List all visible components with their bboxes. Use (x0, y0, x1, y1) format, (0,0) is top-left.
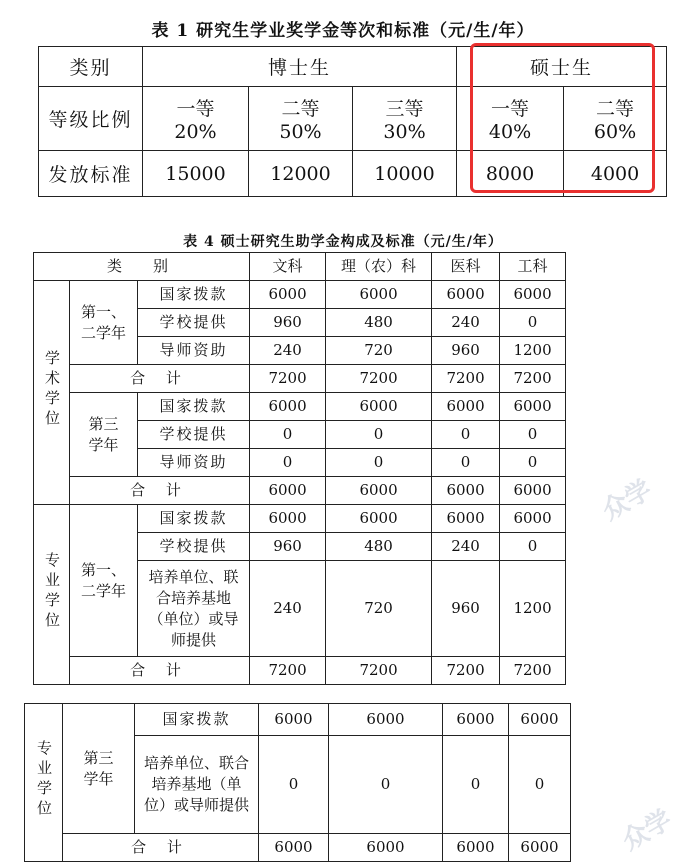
item-label: 国家拨款 (138, 505, 250, 533)
value-cell: 6000 (250, 505, 326, 533)
amount-cell: 12000 (249, 151, 353, 197)
value-cell: 0 (259, 736, 329, 834)
total-label: 合 计 (70, 657, 250, 685)
value-cell: 6000 (326, 505, 432, 533)
item-label: 国家拨款 (138, 281, 250, 309)
total-value: 6000 (250, 477, 326, 505)
total-label: 合 计 (63, 834, 259, 862)
value-cell: 0 (500, 449, 566, 477)
grade-cell: 一等 40% (457, 87, 564, 151)
value-cell: 0 (500, 309, 566, 337)
value-cell: 6000 (259, 704, 329, 736)
ratio-value: 50% (279, 121, 322, 143)
value-cell: 0 (329, 736, 443, 834)
amount-cell: 10000 (353, 151, 457, 197)
total-value: 7200 (500, 657, 566, 685)
value-cell: 6000 (432, 393, 500, 421)
value-cell: 240 (250, 561, 326, 657)
value-cell: 240 (432, 533, 500, 561)
grade-cell: 三等 30% (353, 87, 457, 151)
total-label: 合 计 (70, 365, 250, 393)
value-cell: 720 (326, 337, 432, 365)
grade-cell: 二等 50% (249, 87, 353, 151)
total-value: 6000 (443, 834, 509, 862)
doctoral-header: 博士生 (143, 47, 457, 87)
value-cell: 6000 (500, 505, 566, 533)
watermark-logo: 众学 (617, 804, 678, 857)
total-value: 7200 (326, 365, 432, 393)
value-cell: 0 (500, 421, 566, 449)
total-value: 6000 (432, 477, 500, 505)
item-label: 国家拨款 (138, 393, 250, 421)
master-highlight-box (470, 43, 655, 193)
total-label: 合 计 (70, 477, 250, 505)
value-cell: 6000 (432, 281, 500, 309)
value-cell: 480 (326, 533, 432, 561)
col-header: 工科 (500, 253, 566, 281)
ratio-value: 30% (383, 121, 426, 143)
value-cell: 0 (432, 421, 500, 449)
stipend-table-continued (24, 703, 571, 862)
value-cell: 0 (250, 449, 326, 477)
standard-label: 发放标准 (39, 151, 143, 197)
total-value: 6000 (329, 834, 443, 862)
value-cell: 6000 (443, 704, 509, 736)
value-cell: 0 (326, 449, 432, 477)
master-header: 硕士生 (457, 47, 667, 87)
total-value: 7200 (432, 657, 500, 685)
item-label: 导师资助 (138, 337, 250, 365)
value-cell: 6000 (432, 505, 500, 533)
year-label: 第一、二学年 (70, 505, 138, 657)
year-label: 第三学年 (70, 393, 138, 477)
value-cell: 0 (509, 736, 571, 834)
col-header: 医科 (432, 253, 500, 281)
watermark-logo: 众学 (597, 474, 658, 527)
ratio-value: 20% (174, 121, 217, 143)
item-label: 培养单位、联合培养基地（单位）或导师提供 (135, 736, 259, 834)
amount-cell: 8000 (457, 151, 564, 197)
value-cell: 960 (250, 309, 326, 337)
item-label: 学校提供 (138, 421, 250, 449)
amount-cell: 4000 (564, 151, 667, 197)
value-cell: 6000 (326, 281, 432, 309)
item-label: 国家拨款 (135, 704, 259, 736)
grade-cell: 二等 60% (564, 87, 667, 151)
value-cell: 6000 (500, 281, 566, 309)
ratio-value: 40% (488, 121, 532, 143)
item-label: 学校提供 (138, 533, 250, 561)
value-cell: 6000 (509, 704, 571, 736)
total-value: 6000 (259, 834, 329, 862)
value-cell: 6000 (250, 281, 326, 309)
total-value: 6000 (326, 477, 432, 505)
value-cell: 240 (432, 309, 500, 337)
value-cell: 960 (432, 561, 500, 657)
total-value: 6000 (500, 477, 566, 505)
value-cell: 0 (326, 421, 432, 449)
total-value: 7200 (250, 365, 326, 393)
table1-caption: 表 1 研究生学业奖学金等次和标准（元/生/年） (151, 21, 535, 41)
total-value: 6000 (509, 834, 571, 862)
value-cell: 1200 (500, 561, 566, 657)
total-value: 7200 (432, 365, 500, 393)
professional-degree-label: 专业学位 (34, 505, 70, 685)
value-cell: 960 (432, 337, 500, 365)
table4-caption: 表 4 硕士研究生助学金构成及标准（元/生/年） (183, 234, 503, 250)
value-cell: 1200 (500, 337, 566, 365)
ratio-value: 60% (593, 121, 637, 143)
value-cell: 6000 (329, 704, 443, 736)
col-header: 理（农）科 (326, 253, 432, 281)
value-cell: 0 (500, 533, 566, 561)
value-cell: 0 (443, 736, 509, 834)
value-cell: 240 (250, 337, 326, 365)
total-value: 7200 (326, 657, 432, 685)
value-cell: 720 (326, 561, 432, 657)
item-label: 学校提供 (138, 309, 250, 337)
professional-degree-label: 专业学位 (25, 704, 63, 862)
value-cell: 6000 (250, 393, 326, 421)
value-cell: 960 (250, 533, 326, 561)
year-label: 第三学年 (63, 704, 135, 834)
year-label: 第一、二学年 (70, 281, 138, 365)
value-cell: 0 (432, 449, 500, 477)
item-label: 培养单位、联合培养基地（单位）或导师提供 (138, 561, 250, 657)
amount-cell: 15000 (143, 151, 249, 197)
item-label: 导师资助 (138, 449, 250, 477)
total-value: 7200 (500, 365, 566, 393)
value-cell: 480 (326, 309, 432, 337)
value-cell: 0 (250, 421, 326, 449)
category-header: 类 别 (34, 253, 250, 281)
ratio-label: 等级比例 (39, 87, 143, 151)
academic-degree-label: 学术学位 (34, 281, 70, 505)
total-value: 7200 (250, 657, 326, 685)
category-header: 类别 (39, 47, 143, 87)
grade-cell: 一等 20% (143, 87, 249, 151)
stipend-table (33, 252, 566, 685)
value-cell: 6000 (326, 393, 432, 421)
value-cell: 6000 (500, 393, 566, 421)
col-header: 文科 (250, 253, 326, 281)
